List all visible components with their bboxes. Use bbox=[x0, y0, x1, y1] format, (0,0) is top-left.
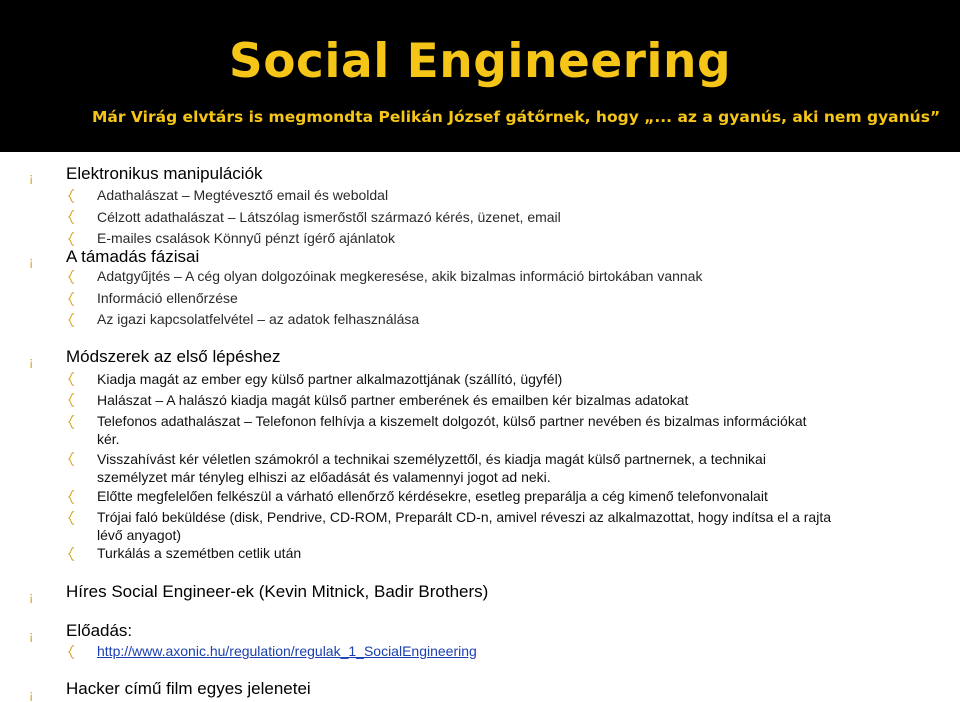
list-item: Információ ellenőrzése bbox=[97, 290, 238, 306]
list-item: Trójai faló beküldése (disk, Pendrive, CD-ROM, Preparált CD-n, amivel réveszi az alkalmazottat, hogy indítsa el a rajta bbox=[97, 509, 831, 525]
curly-bracket-icon bbox=[68, 372, 75, 386]
curly-bracket-icon bbox=[68, 415, 75, 429]
curly-bracket-icon bbox=[68, 547, 75, 561]
curly-bracket-icon bbox=[68, 511, 75, 525]
list-item: Telefonos adathalászat – Telefonon felhívja a kiszemelt dolgozót, külső partner nevében és bizalmas információkat bbox=[97, 413, 807, 429]
list-item-continuation: kér. bbox=[97, 431, 120, 447]
list-item: Halászat – A halászó kiadja magát külső partner emberének és emailben kér bizalmas adatokat bbox=[97, 392, 689, 408]
list-item: Célzott adathalászat – Látszólag ismerőstől származó kérés, üzenet, email bbox=[97, 209, 561, 225]
curly-bracket-icon bbox=[68, 189, 75, 203]
title-banner bbox=[0, 0, 960, 152]
list-item: Kiadja magát az ember egy külső partner alkalmazottjának (szállító, ügyfél) bbox=[97, 371, 563, 387]
curly-bracket-icon bbox=[68, 292, 75, 306]
bullet-l1: ¡ bbox=[29, 687, 34, 702]
section-heading: Módszerek az első lépéshez bbox=[66, 347, 281, 366]
section-heading: Elektronikus manipulációk bbox=[66, 164, 263, 183]
curly-bracket-icon bbox=[68, 313, 75, 327]
bullet-l1: ¡ bbox=[29, 628, 34, 643]
curly-bracket-icon bbox=[68, 232, 75, 246]
slide-title: Social Engineering bbox=[228, 34, 732, 89]
bullet-l1: ¡ bbox=[29, 354, 34, 369]
curly-bracket-icon bbox=[68, 490, 75, 504]
slide-body bbox=[0, 152, 960, 702]
curly-bracket-icon bbox=[68, 452, 75, 466]
list-item: Az igazi kapcsolatfelvétel – az adatok felhasználása bbox=[97, 311, 420, 327]
list-item: Turkálás a szemétben cetlik után bbox=[97, 545, 302, 561]
list-item: Adatgyűjtés – A cég olyan dolgozóinak megkeresése, akik bizalmas információ birtokában vannak bbox=[97, 268, 703, 284]
list-item: Előtte megfelelően felkészül a várható ellenőrző kérdésekre, esetleg preparálja a cég kimenő telefonvonalait bbox=[97, 488, 768, 504]
section-heading: Előadás: bbox=[66, 621, 133, 640]
list-item: Visszahívást kér véletlen számokról a technikai személyzettől, és kiadja magát külső partnernek, a technikai bbox=[97, 451, 766, 467]
slide-subtitle: Már Virág elvtárs is megmondta Pelikán József gátőrnek, hogy „... az a gyanús, aki nem gyanús” bbox=[92, 108, 941, 126]
section-heading: Hacker című film egyes jelenetei bbox=[66, 679, 311, 698]
bullet-l1: ¡ bbox=[29, 254, 34, 269]
list-item-continuation: lévő anyagot) bbox=[97, 527, 182, 543]
list-item: Adathalászat – Megtévesztő email és weboldal bbox=[97, 187, 389, 203]
curly-bracket-icon bbox=[68, 393, 75, 407]
list-item-continuation: személyzet már tényleg elhiszi az előadását és valamennyi jogot ad neki. bbox=[97, 469, 551, 485]
section-heading: Híres Social Engineer-ek (Kevin Mitnick, Badir Brothers) bbox=[66, 582, 489, 601]
presentation-link[interactable]: http://www.axonic.hu/regulation/regulak_1_SocialEngineering bbox=[97, 643, 477, 659]
bullet-l1: ¡ bbox=[29, 589, 34, 604]
section-heading: A támadás fázisai bbox=[66, 247, 200, 266]
curly-bracket-icon bbox=[68, 210, 75, 224]
list-item: E-mailes csalások Könnyű pénzt ígérő ajánlatok bbox=[97, 230, 396, 246]
bullet-l1: ¡ bbox=[29, 170, 34, 185]
curly-bracket-icon bbox=[68, 270, 75, 284]
curly-bracket-icon bbox=[68, 645, 75, 659]
